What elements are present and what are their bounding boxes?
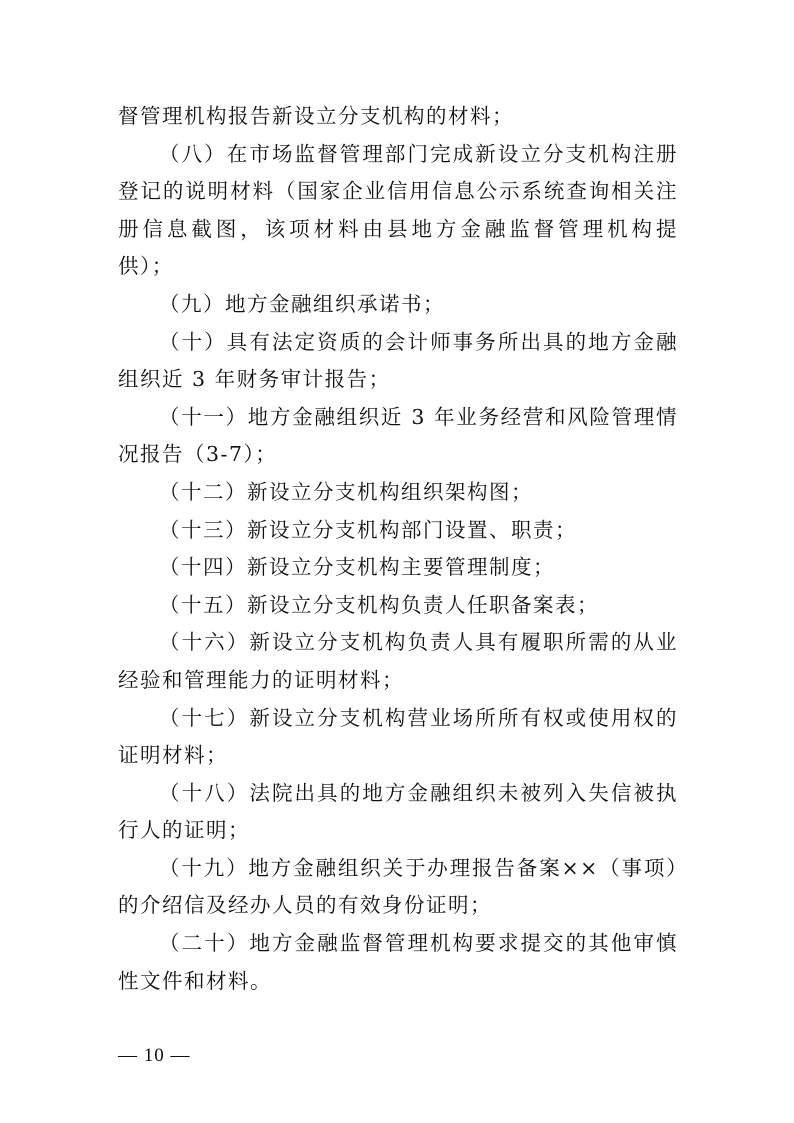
paragraph-item-18: （十八）法院出具的地方金融组织未被列入失信被执行人的证明； xyxy=(118,780,678,843)
paragraph-item-19: （十九）地方金融组织关于办理报告备案××（事项）的介绍信及经办人员的有效身份证明； xyxy=(118,855,678,918)
paragraph-item-8: （八）在市场监督管理部门完成新设立分支机构注册登记的说明材料（国家企业信用信息公示系统查询相关注册信息截图，该项材料由县地方金融监督管理机构提供）； xyxy=(118,141,678,279)
paragraph-item-15: （十五）新设立分支机构负责人任职备案表； xyxy=(159,592,599,617)
paragraph-item-11: （十一）地方金融组织近 3 年业务经营和风险管理情况报告（3-7）； xyxy=(118,404,678,467)
document-body xyxy=(118,98,678,1000)
paragraph-item-14: （十四）新设立分支机构主要管理制度； xyxy=(159,555,555,580)
paragraph-item-12: （十二）新设立分支机构组织架构图； xyxy=(159,479,533,504)
paragraph-continuation: 督管理机构报告新设立分支机构的材料； xyxy=(118,104,514,128)
page-number: — 10 — xyxy=(118,1045,191,1066)
paragraph-item-20: （二十）地方金融监督管理机构要求提交的其他审慎性文件和材料。 xyxy=(118,931,678,993)
paragraph-item-16: （十六）新设立分支机构负责人具有履职所需的从业经验和管理能力的证明材料； xyxy=(118,630,678,692)
paragraph-item-10: （十）具有法定资质的会计师事务所出具的地方金融组织近 3 年财务审计报告； xyxy=(118,329,678,392)
paragraph-item-13: （十三）新设立分支机构部门设置、职责； xyxy=(159,517,577,542)
paragraph-item-9: （九）地方金融组织承诺书； xyxy=(159,291,445,316)
paragraph-item-17: （十七）新设立分支机构营业场所所有权或使用权的证明材料； xyxy=(118,705,678,768)
